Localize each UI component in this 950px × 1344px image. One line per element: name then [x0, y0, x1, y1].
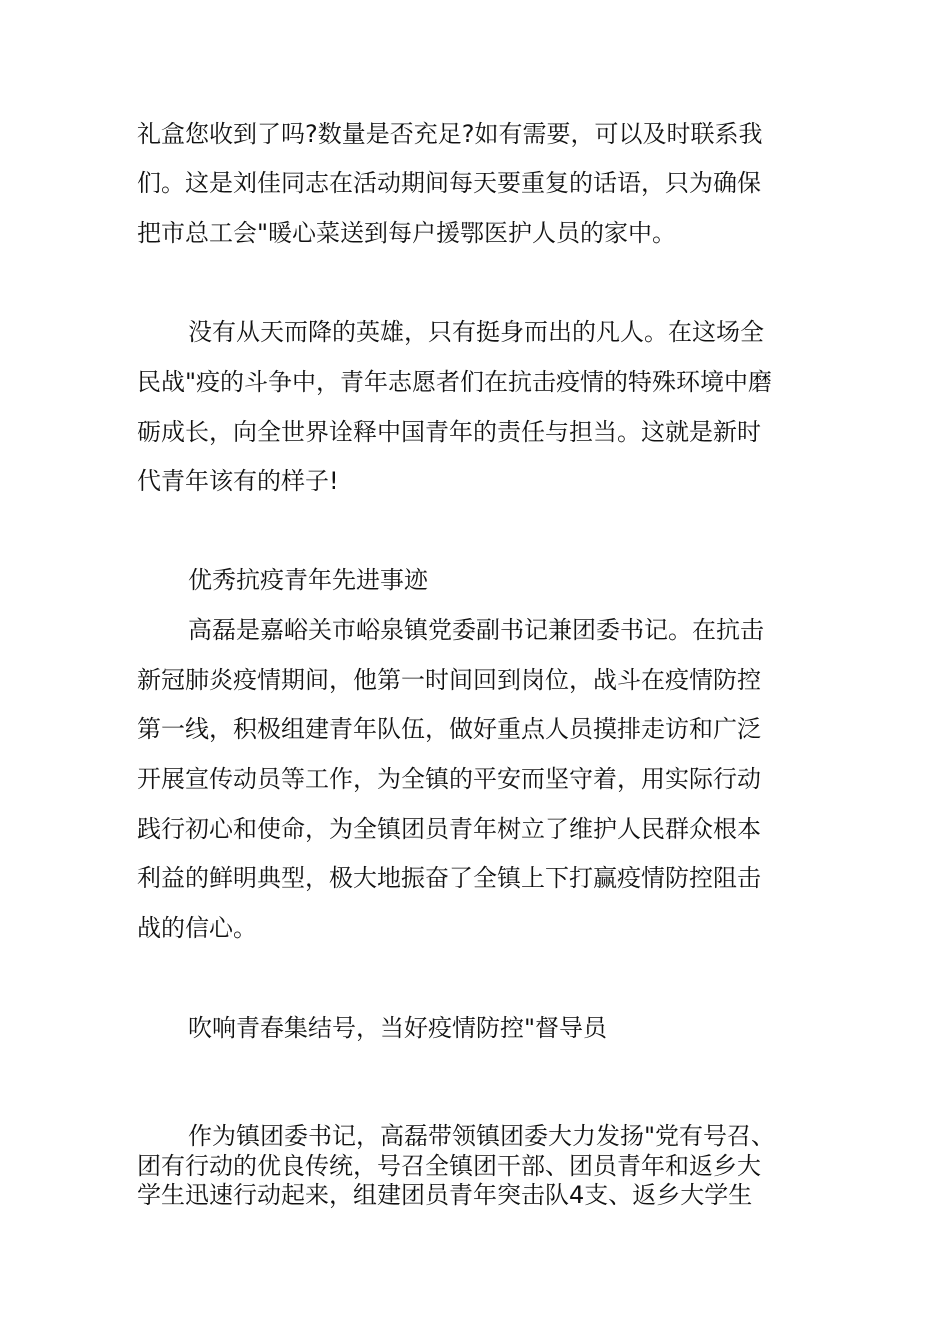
body-text-line: 高磊是嘉峪关市峪泉镇党委副书记兼团委书记。在抗击	[188, 616, 764, 644]
body-text-line: 礼盒您收到了吗?数量是否充足?如有需要，可以及时联系我	[137, 120, 763, 148]
body-text-line: 代青年该有的样子!	[137, 467, 339, 495]
section-heading: 吹响青春集结号，当好疫情防控"督导员	[188, 1014, 608, 1042]
body-text-line: 砺成长，向全世界诠释中国青年的责任与担当。这就是新时	[137, 418, 761, 446]
body-text-line: 践行初心和使命，为全镇团员青年树立了维护人民群众根本	[137, 815, 761, 843]
body-text-line: 民战"疫的斗争中，青年志愿者们在抗击疫情的特殊环境中磨	[137, 368, 773, 396]
body-text-line: 战的信心。	[137, 914, 257, 942]
body-text-line: 开展宣传动员等工作，为全镇的平安而坚守着，用实际行动	[137, 765, 761, 793]
body-text-line: 新冠肺炎疫情期间，他第一时间回到岗位，战斗在疫情防控	[137, 666, 761, 694]
body-text-line: 们。这是刘佳同志在活动期间每天要重复的话语，只为确保	[137, 169, 761, 197]
body-text-line: 作为镇团委书记，高磊带领镇团委大力发扬"党有号召、	[188, 1122, 776, 1150]
body-text-line: 学生迅速行动起来，组建团员青年突击队4支、返乡大学生	[137, 1181, 753, 1209]
body-text-line: 把市总工会"暖心菜送到每户援鄂医护人员的家中。	[137, 219, 677, 247]
section-heading: 优秀抗疫青年先进事迹	[188, 566, 428, 594]
body-text-line: 没有从天而降的英雄，只有挺身而出的凡人。在这场全	[188, 318, 764, 346]
body-text-line: 第一线，积极组建青年队伍，做好重点人员摸排走访和广泛	[137, 715, 761, 743]
body-text-line: 团有行动的优良传统，号召全镇团干部、团员青年和返乡大	[137, 1152, 761, 1180]
body-text-line: 利益的鲜明典型，极大地振奋了全镇上下打赢疫情防控阻击	[137, 864, 761, 892]
